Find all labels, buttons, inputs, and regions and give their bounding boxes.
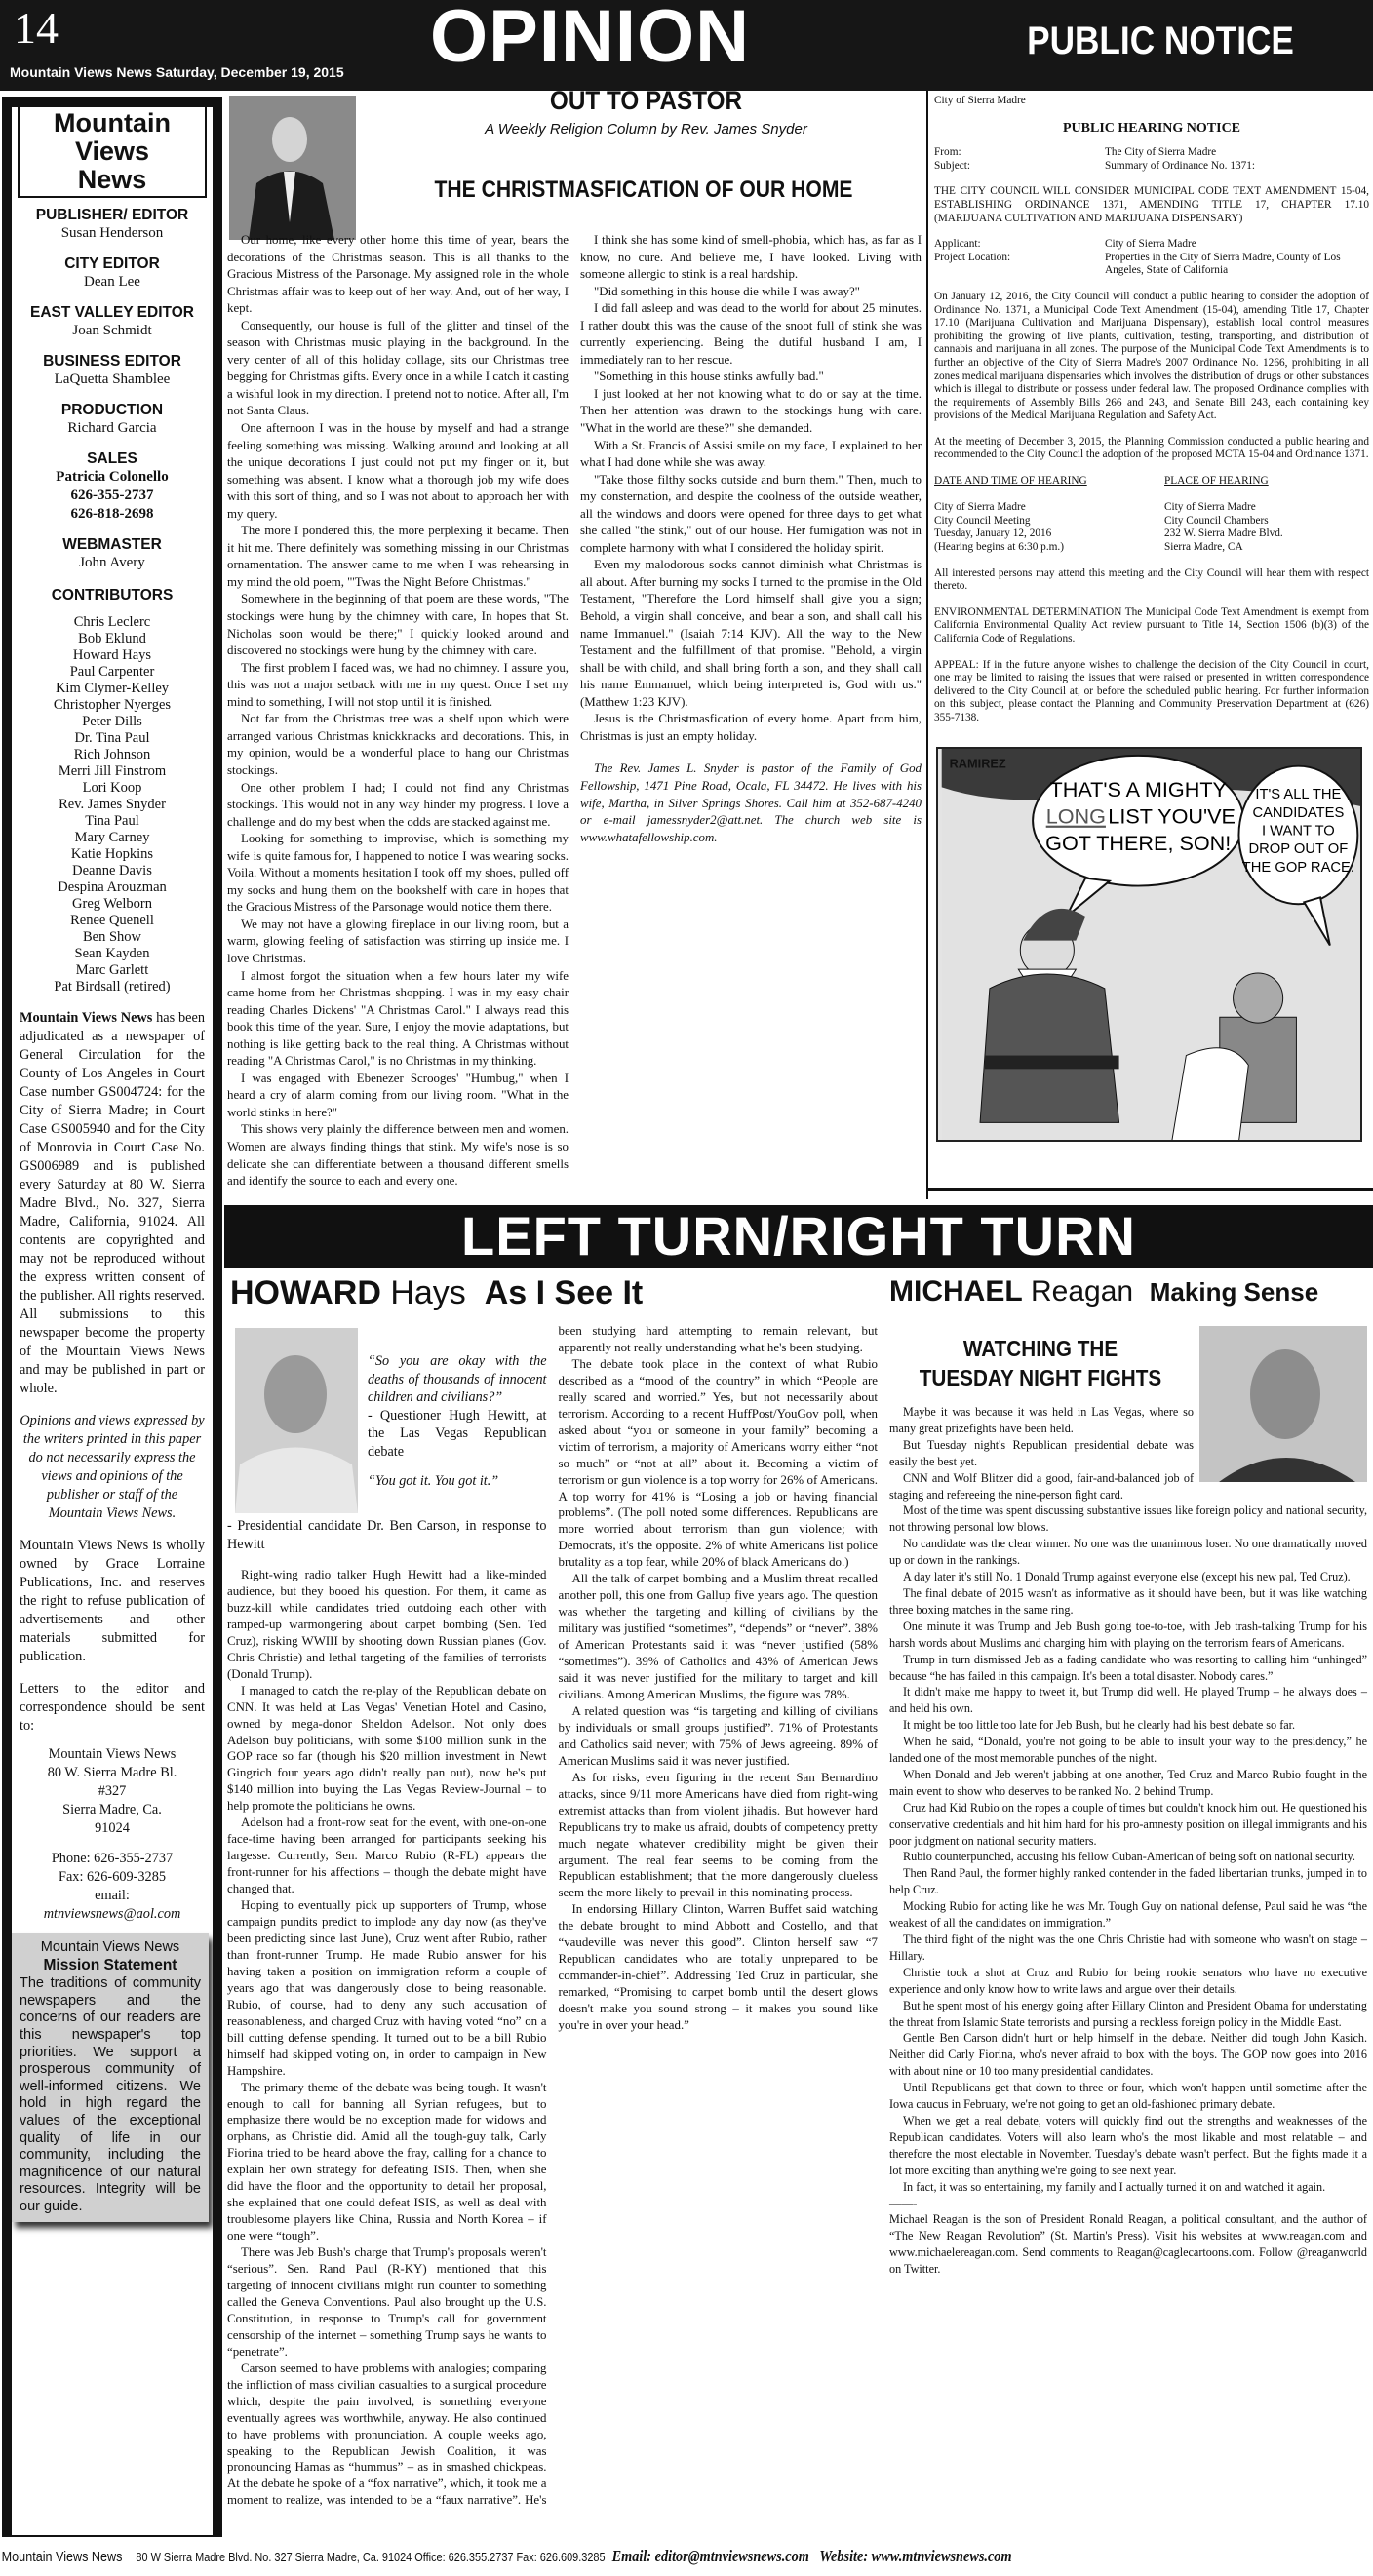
author-photo-snyder [229,96,356,240]
contributor-name: Howard Hays [72,647,152,663]
staff-role: SALES [87,450,137,467]
staff-group [12,401,213,438]
public-hearing-notice [934,95,1369,1142]
staff-role: BUSINESS EDITOR [43,353,181,370]
paragraph: One afternoon I was in the house by myself and had a strange feeling something was missing. Walking around and looking at all the unique decorations I just could not put my finger on it, but something was absent. I know what a thorough job my wife does with this sort of thing, and so I was not about to approach her with my query. [227,421,569,521]
paragraph: It might be too little too late for Jeb Bush, but he clearly had his best debate so far. [903,1718,1296,1733]
mission-title: Mountain Views News [40,1939,180,1955]
hearing-place [1164,475,1373,555]
contributors-heading: CONTRIBUTORS [51,587,174,604]
opinions-disclaimer: Opinions and views expressed by the writers printed in this paper do not necessarily express the views and opinions of the publisher or staff of the Mountain Views News. [20,1413,205,1521]
paragraph: Mocking Rubio for acting like he was Mr. Tough Guy on national defense, Paul said he was “the weakest of all the candidates on immigration.” [889,1899,1367,1931]
hearing-date [934,475,1164,555]
article-headline: WATCHING THE TUESDAY NIGHT FIGHTS [919,1336,1162,1390]
paragraph: Looking for something to improvise, which is something my wife is quite famous for, I happened to notice I was wearing socks. Voila. Without a moments hesitation I took off my shoes, pulled off my socks and hung them on the bookshelf with care in hopes that the Gracious Mistress of the Parsonage would notice them there. [227,832,569,915]
paragraph: The final debate of 2015 wasn't as informative as it should have been, but it was like watching three boxing matches in the same ring. [889,1585,1367,1617]
paragraph: Somewhere in the beginning of that poem are these words, "The stockings were hung by the chimney with care, In hopes that St. Nicholas soon would be there;" I quickly looked around and discovered no stockings were hung by the chimney with care. [227,592,569,658]
page-footer [0,2547,1154,2576]
staff-name: LaQuetta Shamblee [54,371,171,387]
paragraph: CNN and Wolf Blitzer did a good, fair-and-balanced job of staging and refereeing the nine-person fight card. [889,1470,1194,1502]
column-kicker: OUT TO PASTOR [549,86,743,115]
staff-name: Dean Lee [84,274,140,290]
cartoonist-signature: RAMIREZ [949,756,1006,771]
date-line: (Hearing begins at 6:30 p.m.) [934,541,1065,554]
column-subtitle: A Weekly Religion Column by Rev. James Snyder [485,121,807,137]
staff-name: 626-818-2698 [70,506,154,522]
santa-speech-3: GOT THERE, SON! [1045,830,1232,855]
paragraph: I managed to catch the re-play of the Republican debate on CNN. It was held at Las Vegas' Venetian Hotel and Casino, owned by mega-donor Sheldon Adelson. Not only does Adelson buy politicians, with some $100 million sunk in the GOP race so far (though his $20 million investment in Newt Gingrich four years ago didn't really pan out), now he's put $140 million into buying the Las Vegas Review-Journal – to help promote the politicians he owns. [227,1683,547,1814]
paragraph: The third fight of the night was the one Chris Christie had with someone who wasn't on stage – Hillary. [889,1932,1367,1963]
contributor-name: Kim Clymer-Kelley [55,681,170,696]
contributor-name: Bob Eklund [78,631,146,646]
masthead [18,105,207,198]
date-line: City Council Meeting [934,514,1031,527]
paragraph: All the talk of carpet bombing and a Muslim threat recalled another poll, this one from Gallup five years ago. The question was whether the targeting and killing of civilians by the military was justified “sometimes”, “depends” or “never”. 38% of American Protestants said it was “never justified (58% “sometimes”). 39% of Catholics and 43% of American Jews said it was never justified for the military to target and kill civilians. Among American Muslims, the figure was 78%. [558,1572,878,1701]
footer-email[interactable]: Email: editor@mtnviewsnews.com [611,2547,809,2565]
column-name: Making Sense [1149,1277,1319,1307]
paragraph: When he said, “Donald, you're not going to be able to insult your way to the presidency,” he landed one of the most memorable punches of the night. [889,1735,1367,1766]
paragraph: I think she has some kind of smell-phobia, which has, as far as I know, no cure. And believe me, I have looked. Living with someone allergic to stink is a real hardship. [580,233,922,282]
staff-role: CITY EDITOR [64,255,160,272]
footer-address: 80 W Sierra Madre Blvd. No. 327 Sierra Madre, Ca. 91024 Office: 626.355.2737 Fax: 626.609.3285 [136,2550,606,2564]
paragraph: As for risks, even figuring in the recent San Bernardino attacks, since 9/11 more Americans have died from right-wing extremist attacks than from violent jihadis. But however hard Republicans try to make us afraid, doubts of competency pretty much negate whatever credibility might be given their argument. The real fear seems to be coming from the Republican establishment; that the more dangerously clueless seem the more likely to prevail in this nominating process. [558,1770,878,1900]
paragraph: In fact, it was so entertaining, my family and I actually turned it on and watched it again. [903,2179,1326,2194]
contributors-list [12,614,213,995]
from-value: The City of Sierra Madre [1105,146,1217,159]
paragraph: Even my malodorous socks cannot diminish what Christmas is all about. After burning my socks I turned to the promise in the Old Testament, "Therefore the Lord himself shall give you a sign; Behold, a virgin shall conceive, and bear a son, and shall call his name Immanuel." (Isaiah 7:14 KJV). All the way to the New Testament and the fulfillment of that promise. "Behold, a virgin shall be with child, and shall bring forth a son, and they shall call his name Emmanuel, which being interpreted is, God with us." (Matthew 1:23 KJV). [580,558,922,709]
contributor-name: Lori Koop [82,780,142,796]
contributor-name: Mary Carney [74,830,150,845]
contributor-name: Tina Paul [85,813,139,829]
staff-role: PRODUCTION [60,402,164,418]
paragraph: Not far from the Christmas tree was a shelf upon which were arranged various Christmas knickknacks and decorations. This, in my opinion, would be a wonderful place to hang our Christmas stockings. [227,712,569,777]
paragraph: We may not have a glowing fireplace in our living room, but a warm, glowing feeling of satisfaction was stirring up inside me. I love Christmas. [227,917,569,965]
section-banner: LEFT TURN/RIGHT TURN [224,1205,1373,1268]
paragraph: A related question was “is targeting and killing of civilians by individuals or small groups justified”. 71% of Protestants and Catholics said never; with 75% of Jews agreeing. 89% of American Muslims said it was never justified. [558,1703,878,1768]
paragraph: I just looked at her not knowing what to do or say at the time. Then her attention was drawn to the stockings hung with care. "What in the world are these?" she demanded. [580,386,922,436]
contributors [12,586,213,995]
sidebar-content [12,105,213,2535]
subject-label: Subject: [934,159,971,172]
paragraph: Most of the time was spent discussing substantive issues like foreign policy and national security, not throwing personal low blows. [889,1503,1367,1535]
staff-group [12,206,213,243]
address-line: Sierra Madre, Ca. [62,1802,162,1817]
article-body-reagan [889,1404,1367,2278]
masthead-line: News [77,165,147,194]
paragraph: "Take those filthy socks outside and burn them." Then, much to my consternation, and despite the coolness of the outside weather, all the windows and doors were opened for three days to get what she called "the stink," out of our house. Her fumigation was not in complete harmony with what I considered the holiday spirit. [580,472,922,555]
author-photo-hays [235,1328,358,1513]
column-header-reagan [889,1272,1318,1311]
phone: Phone: 626-355-2737 [51,1851,174,1866]
staff-name: Susan Henderson [60,225,164,241]
paragraph: The primary theme of the debate was being tough. It wasn't enough to call for banning all Syrian refugees, but to emphasize there would be no exception made for widows and orphans, as Christie did. Amid all the tough-guy talk, Carly Fiorina tried to be heard above the fray, calling for a chance to explain her own strategy for defeating ISIS. Then, when she did have the floor and the opportunity to detail her proposal, she explained that one could defeat ISIS, as well as deal with troublesome players like China, Russia and North Korea – if one were “tough”. [227,2080,547,2244]
paragraph: The debate took place in the context of what Rubio described as a “mood of the country” in which “People are really scared and worried.” Yes, but not necessarily about terrorism. According to a recent HuffPost/YouGov poll, when asked about “you or someone in your family” becoming a victim of terrorism, a majority of Americans worry either “not so much” or “not at all” about it. Becoming a victim of terrorism or gun violence is a top worry for 26% of Americans. A top worry for 41% is “Losing a job or having financial problems”. (The poll noted some differences. Republicans are more worried about terrorism than gun violence; with Democrats, it's the opposite. 2% of white Americans list police brutality as a top fear, while 20% of black Americans do.) [558,1356,878,1570]
paragraph: It didn't make me happy to tweet it, but Trump did well. He played Trump – he always does – and held his own. [889,1685,1367,1716]
location-label: Project Location: [934,251,1011,263]
paragraph: When Donald and Jeb weren't jabbing at one another, Ted Cruz and Marco Rubio fought in the main event to show who deserves to be ranked No. 2 behind Trump. [889,1767,1367,1798]
quote-text: “So you are okay with the deaths of thousands of innocent children and civilians?” [368,1353,547,1405]
paragraph: "Something in this house stinks awfully bad." [594,370,824,384]
staff-list [12,206,213,572]
paragraph: Rubio counterpunched, accusing his fellow Cuban-American of being soft on national security. [903,1850,1355,1864]
contributor-name: Christopher Nyerges [53,697,172,713]
staff-role: PUBLISHER/ EDITOR [35,207,189,223]
address-line: 80 W. Sierra Madre Bl. [47,1765,177,1780]
author-bio: The Rev. James L. Snyder is pastor of the Family of God Fellowship, 1471 Pine Road, Ocala, FL 34472. He lives with his wife, Martha, in Silver Springs Shores. Call him at 352-687-4240 or e-mail jamessnyder2@att.net. The church web site is www.whatafellowship.com. [580,761,922,844]
staff-role: WEBMASTER [62,536,162,553]
contributor-name: Merri Jill Finstrom [58,763,167,779]
contributor-name: Pat Birdsall (retired) [54,979,171,995]
elephant-speech-line: DROP OUT OF [1248,840,1349,857]
applicant-value: City of Sierra Madre [1105,238,1196,251]
contributor-name: Katie Hopkins [70,846,154,862]
paragraph: Our home, like every other home this time of year, bears the decorations of the Christmas season. This is all thanks to the Gracious Mistress of the Parsonage. My assigned role in the whole Christmas affair was to keep out of her way. And, out of her way, I kept. [227,233,569,316]
paragraph: Until Republicans get that down to three or four, which won't happen until sometime after the Iowa caucus in February, we're not going to get an old-fashioned primary debate. [889,2081,1367,2112]
contributor-name: Peter Dills [82,714,142,729]
contributor-name: Greg Welborn [72,896,152,912]
author-last: Reagan [1031,1275,1134,1308]
paragraph: There was Jeb Bush's charge that Trump's proposals weren't “serious”. Sen. Rand Paul (R-KY) mentioned that this targeting of innocent civilians might run counter to something called the Geneva Conventions. Paul also brought up the U.S. Constitution, in response to Trump's call for government censorship of the internet – something Trump says he wants to “penetrate”. [227,2245,547,2359]
ownership-notice: Mountain Views News is wholly owned by Grace Lorraine Publications, Inc. and reserves the right to refuse publication of advertisements and other materials submitted for publication. [20,1538,205,1664]
notice-body: On January 12, 2016, the City Council will conduct a public hearing to consider the adoption of Ordinance No. 1371, a Municipal Code Text Amendment (15-04), amending Title 17, Chapter 17.10 (Marijuana Cultivation and Marijuana Dispensary), establish local control measures prohibiting the growing of live plants, cultivation, testing, transporting, and distribution of cannabis and marijuana in all zones. The purpose of the Municipal Code Text Amendments is to further an objective of the City of Sierra Madre's 2007 Ordinance No. 1266, prohibiting in all zones medical marijuana dispensaries which involves the distribution of drugs or other substances which is illegal to distribute or possess under federal law. The proposed Ordinance complies with the requirements of Assembly Bills 266 and 243, and Senate Bill 243, each containing key provisions of the Medical Marijuana Regulation and Safety Act. [934,290,1369,422]
contributor-name: Sean Kayden [74,946,150,961]
staff-group [12,303,213,340]
mission-statement [12,1933,209,2222]
article-body-hays [227,1323,878,2538]
paragraph: Adelson had a front-row seat for the event, with one-on-one face-time having been arranged for participants seeking his largesse. Currently, Sen. Marco Rubio (R-FL) appears the front-runner for his affections – though the debate might have changed that. [227,1815,547,1896]
paragraph: "Did something in this house die while I was away?" [594,284,860,298]
staff-name: John Avery [79,555,145,570]
paragraph: The first problem I faced was, we had no chimney. I assure you, this was not a major setback with me in my quest. Once I set my mind to something, I will not stop until it is finished. [227,660,569,709]
staff-name: Patricia Colonello [56,469,169,485]
contributor-name: Rev. James Snyder [59,797,166,812]
date-heading: DATE AND TIME OF HEARING [934,475,1087,488]
paragraph: The more I pondered this, the more perplexing it became. Then it hit me. There definitely was something missing in our Christmas ornamentation. The answer came to me when I was rehearsing in my mind the old poem, "'Twas the Night Before Christmas." [227,524,569,589]
paragraph: I almost forgot the situation when a few hours later my wife came home from her Christmas shopping. I was in my easy chair reading Charles Dickens' "A Christmas Carol." I always read this book this time of the year. Sure, I enjoy the movie adaptations, but nothing is like getting back to the real thing. A Christmas without reading "A Christmas Carol," is no Christmas in my thinking. [227,968,569,1069]
notice-attend: All interested persons may attend this meeting and the City Council will hear them with respect thereto. [934,566,1369,593]
paragraph: In endorsing Hillary Clinton, Warren Buffet said watching the debate brought to mind Abbott and Costello, and that “vaudeville was never this good”. Clinton herself saw “7 Republican candidates who are totally unprepared to be commander-in-chief”. Addressing Ted Cruz in particular, she remarked, “Promising to carpet bomb until the desert glows doesn't make you sound strong – it makes you sound like you're in over your head.” [558,1902,878,2033]
mailing-address [14,1745,211,1924]
paragraph: But he spent most of his energy going after Hillary Clinton and President Obama for understating the threat from Islamic State terrorists and pursing a reckless foreign policy in the Middle East. [889,1998,1367,2029]
paragraph: Christie took a shot at Cruz and Rubio for being rookie senators who have no executive experience and only know how to write laws and argue over their details. [889,1965,1367,1996]
contributor-name: Marc Garlett [75,962,149,978]
contributor-name: Chris Leclerc [73,614,151,630]
paragraph: This shows very plainly the difference between men and women. Women are always finding things that stink. My wife's nose is so delicate she can differentiate between a thousand different smells and identify the source to each and every one. [227,1122,569,1189]
masthead-line: Views [74,137,150,166]
contributor-name: Dr. Tina Paul [74,730,150,746]
notice-title: PUBLIC HEARING NOTICE [1062,120,1241,136]
notice-city: City of Sierra Madre [934,95,1026,106]
staff-group [12,535,213,572]
paragraph: When we get a real debate, voters will quickly find out the strengths and weaknesses of the Republican candidates. Voters will also learn who's the most likable and most relatable – and therefore the most electable in November. Tuesday's debate wasn't perfect. But the fights made it a lot more exciting than anything we're going to see next year. [889,2113,1367,2177]
location-value: Properties in the City of Sierra Madre, County of Los Angeles, State of California [1105,251,1341,277]
masthead-line: Mountain [54,108,171,137]
section-title: OPINION [430,0,750,78]
address-line: Mountain Views News [48,1746,177,1762]
mission-text: The traditions of community newspapers and the concerns of our readers are this newspaper's top priorities. We support a prosperous community of well-informed citizens. We hold in high regard the values of the exceptional quality of life in our community, including the magnificence of our natural resources. Integrity will be our guide. [20,1975,201,2214]
notice-bottom-rule [928,1188,1373,1191]
contributor-name: Ben Show [82,929,142,945]
subject-value: Summary of Ordinance No. 1371: [1105,159,1256,172]
place-line: 232 W. Sierra Madre Blvd. [1164,527,1283,540]
staff-group [12,352,213,389]
elephant-speech-line: CANDIDATES [1252,804,1345,821]
paragraph: Right-wing radio talker Hugh Hewitt had a like-minded audience, but they booed his question. For them, it came as buzz-kill while candidates tried outdoing each other with ramped-up warmongering about carpet bombing (Sen. Ted Cruz), risking WWIII by shooting down Russian planes (Gov. Chris Christie) and lethal targeting of the families of terrorists (Donald Trump). [227,1568,547,1681]
adjudication-notice [20,1009,205,1398]
email-label: email: [95,1888,130,1903]
from-label: From: [934,146,961,159]
santa-speech-2: LIST YOU'VE [1108,803,1236,829]
paragraph: With a St. Francis of Assisi smile on my face, I explained to her what I had done while she was away. [580,438,922,470]
author-first: MICHAEL [889,1275,1023,1308]
elephant-speech-line: THE GOP RACE. [1241,859,1354,876]
address-line: 91024 [95,1820,130,1836]
paragraph: No candidate was the clear winner. No one was the unanimous loser. No one dramatically moved up or down in the rankings. [889,1537,1367,1568]
paragraph: Gentle Ben Carson didn't hurt or help himself in the debate. Neither did tough John Kasich. Neither did Carly Fiorina, who's never afraid to box with the boys. The GOP now goes into 2016 with about nine or 10 too many presidential candidates. [889,2031,1367,2079]
staff-name: Richard Garcia [67,420,157,436]
article-intro [227,1323,547,1553]
staff-role: EAST VALLEY EDITOR [30,304,194,321]
paragraph: Trump in turn dismissed Jeb as a fading candidate who was resorting to calling him “unhinged” because “he has failed in this campaign. It's been a total disaster. Nobody cares.” [889,1652,1367,1683]
paragraph: Jesus is the Christmasfication of every home. Apart from him, Christmas is just an empty holiday. [580,712,922,743]
notice-environmental: ENVIRONMENTAL DETERMINATION The Municipal Code Text Amendment is exempt from California Environmental Quality Act review pursuant to Title 14, Section 1506 (b)(3) of the California Code of Regulations. [934,605,1369,644]
mission-heading: Mission Statement [43,1956,177,1973]
place-line: City Council Chambers [1164,514,1269,527]
adjudication-text: has been adjudicated as a newspaper of General Circulation for the County of Los Angeles in Court Case number GS004724: for the City of Sierra Madre; in Court Case GS005940 and for the City of Monrovia in Court Case No. GS006989 and is published every Saturday at 80 W. Sierra Madre Blvd., No. 327, Sierra Madre, California, 91024. All contents are copyrighted and may not be reproduced without the express written consent of the publisher. All rights reserved. All submissions to this newspaper become the property of the Mountain Views News and may be published in part or whole. [20,1010,205,1396]
paragraph: I was engaged with Ebenezer Scrooges' "Humbug," when I heard a cry of alarm coming from our living room. "What in the world stinks in here?" [227,1071,569,1119]
column-header-hays [230,1272,643,1313]
fax: Fax: 626-609-3285 [59,1869,166,1885]
paragraph: Hoping to eventually pick up supporters of Trump, whose campaign pundits predict to implode any day now (as they've been predicting since last June), Cruz went after Rubio, rather than front-runner Trump. He made Rubio answer for his having taken a position on immigration reform a couple of years ago that was dangerously close to being reasonable. Rubio, of course, had to deny any such accusation of reasonableness, and charged Cruz with having voted “no” on a bill cutting defense spending. It turned out to be a bill Rubio himself had skipped voting on, in order to campaign in New Hampshire. [227,1898,547,2078]
paragraph: One minute it was Trump and Jeb Bush going toe-to-toe, with Jeb trash-talking Trump for his harsh words about Muslims and charging him with playing on the terrorism fears of Americans. [889,1619,1367,1650]
contributor-name: Paul Carpenter [69,664,155,680]
date-line: Tuesday, January 12, 2016 [934,527,1052,540]
place-line: City of Sierra Madre [1164,501,1256,514]
contributor-name: Despina Arouzman [58,879,167,895]
address-line: #327 [98,1783,127,1799]
adjudication-lead: Mountain Views News [20,1010,153,1026]
quote-attribution-2: - Presidential candidate Dr. Ben Carson, in response to Hewitt [227,1518,547,1552]
dateline: Mountain Views News Saturday, December 19, 2015 [10,64,344,80]
page-number: 14 [14,3,59,53]
notice-caption: THE CITY COUNCIL WILL CONSIDER MUNICIPAL CODE TEXT AMENDMENT 15-04, ESTABLISHING ORDINANCE 1371, AMENDING TITLE 17, CHAPTER 17.10 (MARIJUANA CULTIVATION AND MARIJUANA DISPENSARY) [934,185,1369,224]
paragraph: Carson seemed to have problems with analogies; comparing the infliction of mass civilian casualties to a surgical procedure which, despite the pain involved, is something everyone eventually agrees was worthwhile, anyway. He also continued to have problems with pronunciation. A couple weeks ago, speaking to the Republican Jewish Coalition, it was pronouncing Hamas as “hummus” – as in smashed chickpeas. At the debate he spoke of a “fox narrative”, which, it took me a moment to realize, was intended to be a “faux narrative”. He's been studying hard attempting to remain relevant, but apparently not really understanding what he's been studying. [227,1324,878,2508]
paragraph: Maybe it was because it was held in Las Vegas, where so many great prizefights have been held. [889,1405,1194,1435]
footer-website[interactable]: Website: www.mtnviewsnews.com [819,2547,1012,2565]
place-line: Sierra Madre, CA [1164,541,1243,554]
contributor-name: Rich Johnson [73,747,151,762]
email-link[interactable]: mtnviewsnews@aol.com [43,1906,181,1922]
pull-quote-2: “You got it. You got it.” [368,1473,499,1489]
contributor-name: Renee Quenell [70,913,154,928]
staff-name: 626-355-2737 [70,488,154,503]
author-bio: Michael Reagan is the son of President Ronald Reagan, a political consultant, and the author of “The New Reagan Revolution” (St. Martin's Press). Visit his websites at www.reagan.com and www.michaelereagan.com. Send comments to Reagan@caglecartoons.com. Follow @reaganworld on Twitter. [889,2212,1367,2277]
footer-name: Mountain Views News [1,2549,123,2565]
paragraph: One other problem I had; I could not find any Christmas stockings. This would not in any way hinder my progress. I love a challenge and do my best when the odds are stacked against me. [227,780,569,829]
staff-group [12,449,213,524]
column-divider [926,91,928,1199]
public-notice-title: PUBLIC NOTICE [1027,20,1294,62]
paragraph: Then Rand Paul, the former highly ranked contender in the faded libertarian trunks, jumped in to help Cruz. [889,1866,1367,1897]
column-name: As I See It [484,1274,644,1311]
author-last: Hays [390,1274,466,1311]
author-first: HOWARD [230,1274,381,1311]
article-headline: THE CHRISTMASFICATION OF OUR HOME [434,176,853,203]
place-heading: PLACE OF HEARING [1164,475,1269,488]
notice-planning: At the meeting of December 3, 2015, the Planning Commission conducted a public hearing and recommended to the City Council the adoption of the proposed MCTA 15-04 and Ordinance 1371. [934,435,1369,461]
applicant-label: Applicant: [934,238,981,251]
quote-attribution: - Questioner Hugh Hewitt, at the Las Vegas Republican debate [368,1407,547,1460]
letters-notice: Letters to the editor and correspondence should be sent to: [20,1681,205,1734]
staff-name: Joan Schmidt [72,323,152,338]
editorial-cartoon [936,747,1362,1142]
paragraph: I did fall asleep and was dead to the world for about 25 minutes. I rather doubt this was the cause of the snoot full of stink she was currently experiencing. Being the dutiful husband I am, I immediately ran to her rescue. [580,301,922,367]
elephant-speech-line: I WANT TO [1262,823,1335,839]
paragraph: A day later it's still No. 1 Donald Trump against everyone else (except his new pal, Ted Cruz). [903,1570,1351,1584]
article-body-pastor [227,232,922,1195]
staff-group [12,254,213,292]
santa-speech-long: LONG [1045,803,1106,829]
paragraph: But Tuesday night's Republican presidential debate was easily the best yet. [889,1437,1194,1468]
date-line: City of Sierra Madre [934,501,1026,514]
separator: ——- [889,2196,918,2210]
paragraph: Consequently, our house is full of the glitter and tinsel of the season with Christmas music playing in the background. In the very center of all of this holiday collage, sits our Christmas tree begging for Christmas gifts. Every once in a while I catch it casting a wishful look in my direction. I pretend not to notice. After all, I'm not Santa Claus. [227,318,569,418]
notice-appeal: APPEAL: If in the future anyone wishes to challenge the decision of the City Council in court, one may be limited to raising the issues that were raised or presented in written correspondence delivered to the City Council at, or before the scheduled public hearing. For further information on this subject, please contact the Planning and Community Preservation Department at (626) 355-7138. [934,658,1369,723]
paragraph: Cruz had Kid Rubio on the ropes a couple of times but couldn't knock him out. He questioned his conservative credentials and hit him hard for his pro-amnesty position on illegal immigrants and his poor judgment on national security matters. [889,1800,1367,1848]
elephant-speech-line: IT'S ALL THE [1255,786,1342,802]
contributor-name: Deanne Davis [72,863,152,878]
santa-speech-1: THAT'S A MIGHTY [1049,776,1227,801]
